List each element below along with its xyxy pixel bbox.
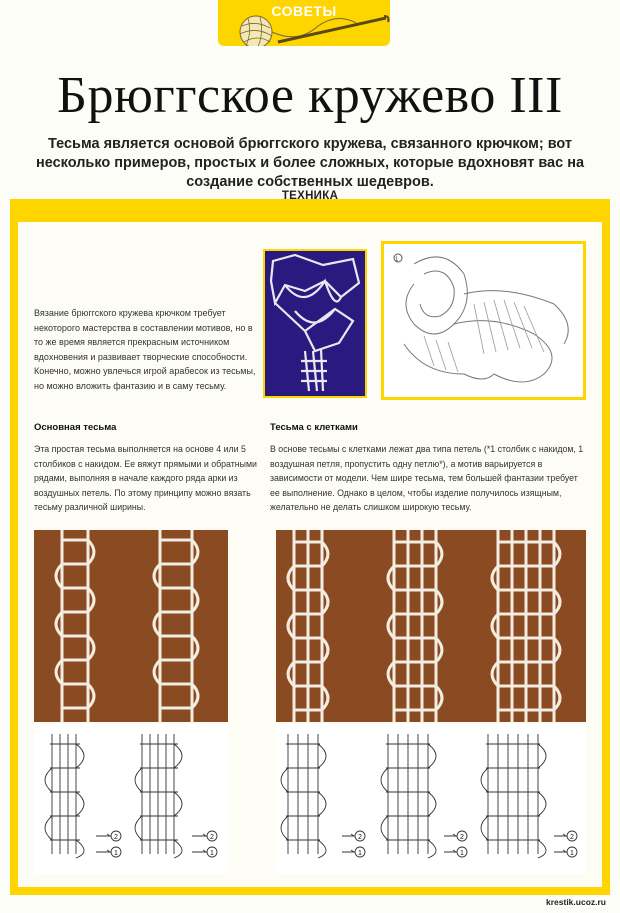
section-tab	[218, 0, 390, 46]
pattern-diagram	[381, 241, 586, 400]
row-2-label: 2	[570, 834, 574, 841]
lead-paragraph: Тесьма является основой брюггского кружева, связанного крючком; вот несколько примеров, простых и более сложных, которые вдохновят вас на создание собственных шедевров.	[35, 136, 585, 190]
section-label: СОВЕТЫ	[271, 3, 337, 19]
row-1-label: 1	[210, 850, 214, 857]
section-title-grid: Тесьма с клетками	[270, 422, 358, 433]
intro-text: Вязание брюггского кружева крючком требует некоторого мастерства в составлении мотивов, но в то же время является прекрасным источником вдохновения и развивает творческие способности. Конечно, можно увлечься игрой арабесок из тесьмы, но можно вложить фантазию и в саму тесьму.	[34, 308, 256, 391]
row-1-label: 1	[570, 850, 574, 857]
row-2-label: 2	[114, 834, 118, 841]
site-watermark: krestik.ucoz.ru	[546, 897, 606, 907]
grid-tape-photo	[276, 530, 586, 722]
lace-photo	[263, 249, 367, 398]
row-2-label: 2	[460, 834, 464, 841]
row-2-label: 2	[358, 834, 362, 841]
yarn-hook-icon	[218, 14, 390, 46]
diagram-start-label: 1	[395, 257, 399, 263]
row-2-label: 2	[210, 834, 214, 841]
row-1-label: 1	[460, 850, 464, 857]
basic-tape-photo	[34, 530, 228, 722]
basic-tape-chart	[34, 724, 228, 874]
section-tag: ТЕХНИКА	[281, 190, 339, 202]
page-title: Брюггское кружево III	[57, 67, 563, 124]
grid-tape-chart	[276, 724, 586, 874]
section-title-basic: Основная тесьма	[34, 422, 117, 433]
row-1-label: 1	[358, 850, 362, 857]
row-1-label: 1	[114, 850, 118, 857]
section-text-grid: В основе тесьмы с клетками лежат два типа петель (*1 столбик с накидом, 1 воздушная петля, пропустить одну петлю*), а мотив варьируется в зависимости от модели. Чем шире тесьма, тем большей фантазии требует ее выполнение. Однако в целом, чтобы изделие получилось изящным, желательно не делать слишком широкую тесьму.	[270, 444, 584, 512]
section-text-basic: Эта простая тесьма выполняется на основе 4 или 5 столбиков с накидом. Ее вяжут прямыми и обратными рядами, выполняя в начале каждого ряда арки из воздушных петель. По этому принципу можно вязать тесьму различной ширины.	[34, 444, 257, 512]
